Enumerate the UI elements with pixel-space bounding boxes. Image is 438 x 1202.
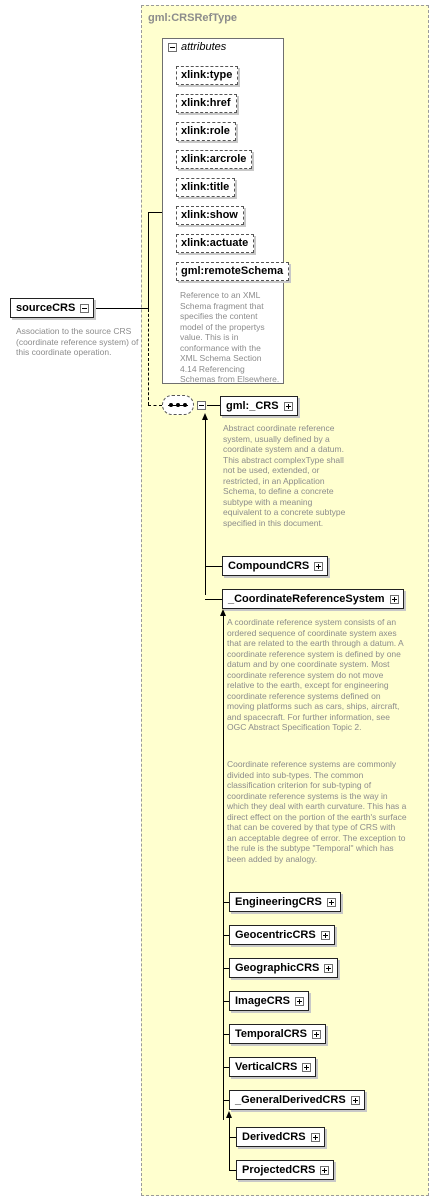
attribute-gml-remote-schema[interactable]: gml:remoteSchema bbox=[176, 262, 289, 281]
projected-crs-label: ProjectedCRS bbox=[242, 1164, 316, 1176]
expand-icon[interactable] bbox=[312, 1030, 321, 1039]
expand-icon[interactable] bbox=[311, 1133, 320, 1142]
attribute-xlink-role[interactable]: xlink:role bbox=[176, 122, 236, 141]
compound-crs-label: CompoundCRS bbox=[228, 560, 310, 572]
connector-line bbox=[207, 405, 220, 406]
coordinate-reference-system-note-1: A coordinate reference system consists of an ordered sequence of coordinate system axes that are related to the earth through a datum. A coordinate reference system is defined by one datum and by one coordinate system. Most coordinate reference system do not move relative to the earth, except for engineering coordinate reference systems defined on moving platforms such as cars, ships, aircraft, and spacecraft. For further information, see OGC Abstract Specification Topic 2. bbox=[227, 617, 404, 732]
expand-icon[interactable] bbox=[327, 898, 336, 907]
attribute-xlink-title[interactable]: xlink:title bbox=[176, 178, 235, 197]
source-crs-element[interactable] bbox=[10, 298, 94, 318]
gml-crs-note: Abstract coordinate reference system, usually defined by a coordinate system and a datum. This abstract complexType shall not be used, extended, or restricted, in an Application Schema, to define a concrete subtype with a meaning equivalent to a concrete subtype specified in this document. bbox=[223, 423, 346, 528]
temporal-crs-element[interactable] bbox=[229, 1024, 326, 1044]
gml-crs-element[interactable] bbox=[220, 396, 298, 416]
geographic-crs-label: GeographicCRS bbox=[235, 962, 320, 974]
connector-dashed-line bbox=[148, 405, 162, 406]
connector-line bbox=[148, 212, 149, 309]
vertical-crs-label: VerticalCRS bbox=[235, 1061, 298, 1073]
connector-line bbox=[205, 599, 222, 600]
geographic-crs-element[interactable] bbox=[229, 958, 338, 978]
connector-line bbox=[96, 308, 148, 309]
general-derived-crs-label: _GeneralDerivedCRS bbox=[235, 1094, 346, 1106]
inheritance-line bbox=[223, 615, 224, 1120]
coordinate-reference-system-label: _CoordinateReferenceSystem bbox=[228, 593, 385, 605]
derived-crs-element[interactable] bbox=[236, 1127, 325, 1147]
temporal-crs-label: TemporalCRS bbox=[235, 1028, 307, 1040]
connector-line bbox=[205, 566, 222, 567]
expand-icon[interactable] bbox=[324, 964, 333, 973]
expand-icon[interactable] bbox=[314, 562, 323, 571]
expand-icon[interactable] bbox=[284, 402, 293, 411]
engineering-crs-element[interactable] bbox=[229, 892, 341, 912]
geocentric-crs-label: GeocentricCRS bbox=[235, 929, 316, 941]
attribute-xlink-type[interactable]: xlink:type bbox=[176, 66, 238, 85]
attribute-xlink-actuate[interactable]: xlink:actuate bbox=[176, 234, 254, 253]
expand-icon[interactable] bbox=[390, 595, 399, 604]
source-crs-label: sourceCRS bbox=[16, 302, 76, 314]
type-title: gml:CRSRefType bbox=[148, 12, 238, 24]
attribute-xlink-show[interactable]: xlink:show bbox=[176, 206, 244, 225]
coordinate-reference-system-element[interactable] bbox=[222, 589, 404, 609]
collapse-icon[interactable] bbox=[197, 401, 206, 410]
inheritance-line bbox=[205, 420, 206, 595]
expand-icon[interactable] bbox=[321, 931, 330, 940]
remote-schema-note: Reference to an XML Schema fragment that specifies the content model of the propertys value. This is in conformance with the XML Schema Section 4.14 Referencing Schemas from Elsewhere. bbox=[180, 290, 280, 384]
engineering-crs-label: EngineeringCRS bbox=[235, 896, 322, 908]
sequence-compositor[interactable] bbox=[162, 395, 194, 415]
expand-icon[interactable] bbox=[295, 997, 304, 1006]
image-crs-label: ImageCRS bbox=[235, 995, 291, 1007]
projected-crs-element[interactable] bbox=[236, 1160, 334, 1180]
coordinate-reference-system-note-2: Coordinate reference systems are commonly divided into sub-types. The common classification criterion for sub-typing of coordinate reference systems is the way in which they deal with earth curvature. This has a direct effect on the portion of the earth's surface that can be covered by that type of CRS with an acceptable degree of error. The exception to the rule is the subtype "Temporal" which has been added by analogy. bbox=[227, 759, 407, 864]
image-crs-element[interactable] bbox=[229, 991, 309, 1011]
expand-icon[interactable] bbox=[320, 1166, 329, 1175]
inheritance-arrow-icon bbox=[202, 413, 208, 420]
vertical-crs-element[interactable] bbox=[229, 1057, 316, 1077]
gml-crs-label: gml:_CRS bbox=[226, 400, 279, 412]
expand-icon[interactable] bbox=[302, 1063, 311, 1072]
attribute-xlink-arcrole[interactable]: xlink:arcrole bbox=[176, 150, 252, 169]
source-crs-note: Association to the source CRS (coordinate reference system) of this coordinate operation. bbox=[16, 326, 139, 357]
connector-dashed-line bbox=[148, 309, 149, 405]
expand-icon[interactable] bbox=[351, 1096, 360, 1105]
general-derived-crs-element[interactable] bbox=[229, 1090, 365, 1110]
geocentric-crs-element[interactable] bbox=[229, 925, 335, 945]
inheritance-line bbox=[229, 1117, 230, 1170]
attributes-header: attributes bbox=[181, 41, 227, 53]
compound-crs-element[interactable] bbox=[222, 556, 328, 576]
derived-crs-label: DerivedCRS bbox=[242, 1131, 306, 1143]
collapse-icon[interactable] bbox=[80, 304, 89, 313]
connector-line bbox=[148, 212, 162, 213]
collapse-icon[interactable] bbox=[168, 43, 177, 52]
attribute-xlink-href[interactable]: xlink:href bbox=[176, 94, 237, 113]
